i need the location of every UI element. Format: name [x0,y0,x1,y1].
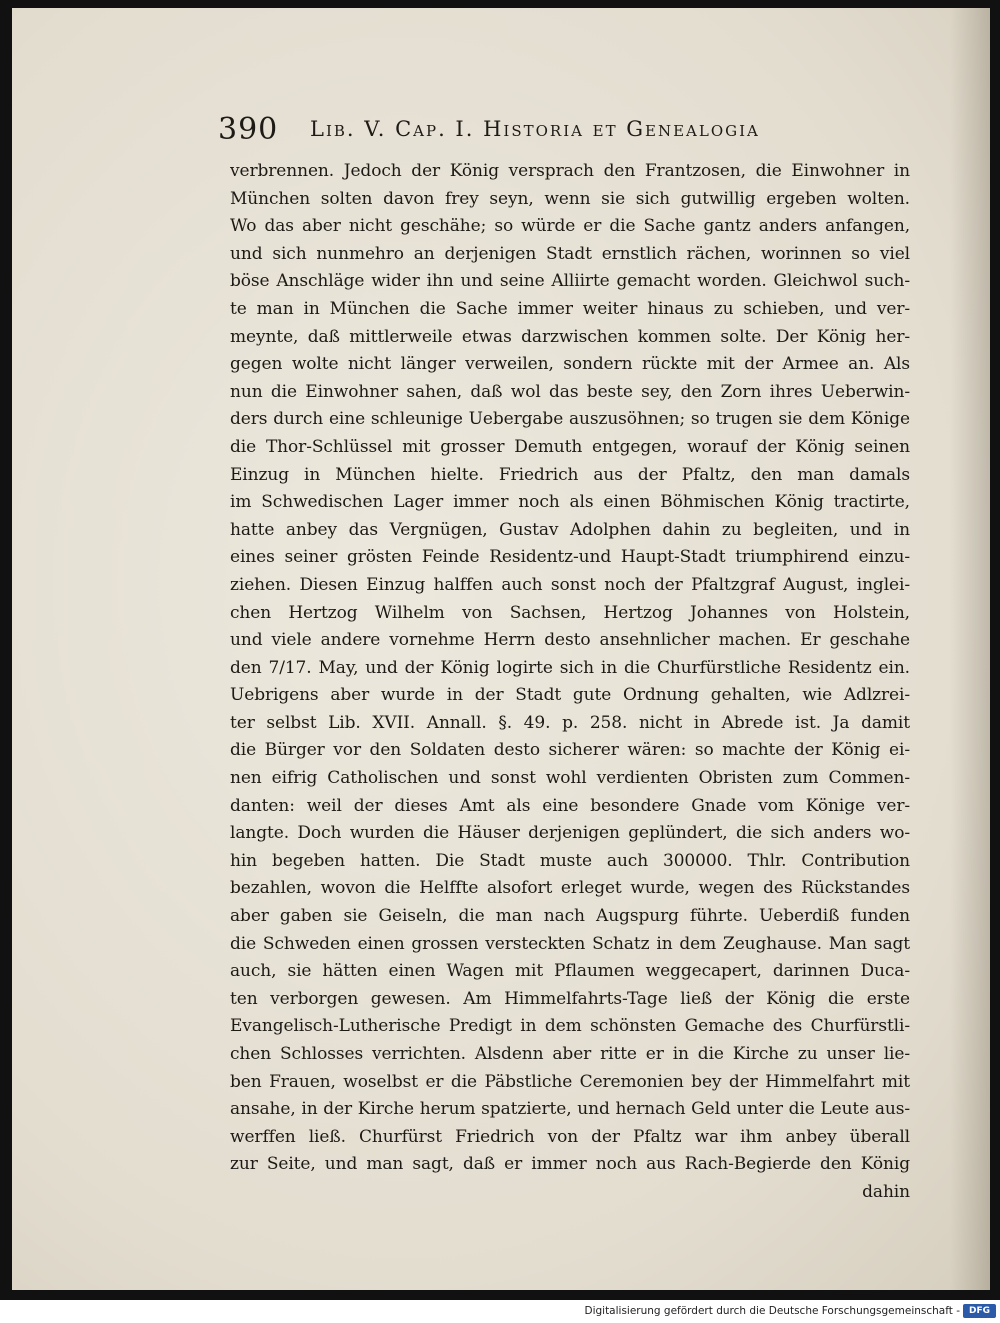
dfg-logo: DFG [963,1304,996,1318]
text-line: danten: weil der dieses Amt als eine besondere Gnade vom Könige ver- [230,795,910,816]
text-line: die Bürger vor den Soldaten desto sicherer wären: so machte der König ei- [230,740,910,761]
text-line: die Schweden einen grossen versteckten Schatz in dem Zeughause. Man sagt [230,933,910,954]
text-line: ders durch eine schleunige Uebergabe auszusöhnen; so trugen sie dem Könige [230,409,910,430]
funding-credit: Digitalisierung gefördert durch die Deutsche Forschungsgemeinschaft - [584,1305,960,1317]
text-line: aber gaben sie Geiseln, die man nach Augspurg führte. Ueberdiß funden [230,906,910,927]
digitization-footer [0,1300,1000,1323]
text-line: werffen ließ. Churfürst Friedrich von der Pfaltz war ihm anbey überall [230,1126,910,1147]
page-header [218,112,828,152]
text-line: Evangelisch-Lutherische Predigt in dem schönsten Gemache des Churfürstli- [230,1016,910,1037]
text-line: ten verborgen gewesen. Am Himmelfahrts-Tage ließ der König die erste [230,988,910,1009]
text-line: und viele andere vornehme Herrn desto ansehnlicher machen. Er geschahe [230,630,910,651]
text-line: chen Schlosses verrichten. Alsdenn aber ritte er in die Kirche zu unser lie- [230,1044,910,1064]
text-line: Uebrigens aber wurde in der Stadt gute Ordnung gehalten, wie Adlzrei- [230,685,910,706]
text-line: verbrennen. Jedoch der König versprach den Frantzosen, die Einwohner in [230,161,910,181]
text-line: München solten davon frey seyn, wenn sie sich gutwillig ergeben wolten. [230,188,910,209]
text-line: ziehen. Diesen Einzug halffen auch sonst noch der Pfaltzgraf August, inglei- [230,574,910,595]
text-line: zur Seite, und man sagt, daß er immer noch aus Rach-Begierde den König [230,1154,910,1175]
running-head: Lib. V. Cap. I. Historia et Genealogia [310,117,760,141]
text-line: Wo das aber nicht geschähe; so würde er die Sache gantz anders anfangen, [230,216,910,237]
body-text [230,158,910,1207]
text-line: den 7/17. May, und der König logirte sich in die Churfürstliche Residentz ein. [230,657,910,678]
text-line: ben Frauen, woselbst er die Päbstliche Ceremonien bey der Himmelfahrt mit [230,1071,910,1092]
text-line: te man in München die Sache immer weiter hinaus zu schieben, und ver- [230,298,910,319]
text-line: im Schwedischen Lager immer noch als einen Böhmischen König tractirte, [230,492,910,513]
text-line: bezahlen, wovon die Helffte alsofort erleget wurde, wegen des Rückstandes [230,878,910,899]
text-line: meynte, daß mittlerweile etwas darzwischen kommen solte. Der König her- [230,326,910,347]
page-gutter-shadow [950,8,990,1290]
catchword: dahin [862,1181,910,1202]
text-line: gegen wolte nicht länger verweilen, sondern rückte mit der Armee an. Als [230,354,910,375]
text-line: eines seiner grösten Feinde Residentz-und Haupt-Stadt triumphirend einzu- [230,547,910,568]
text-line: Einzug in München hielte. Friedrich aus der Pfaltz, den man damals [230,464,910,485]
page-number: 390 [218,112,279,147]
text-line: ansahe, in der Kirche herum spatzierte, und hernach Geld unter die Leute aus- [230,1099,910,1120]
text-line: hatte anbey das Vergnügen, Gustav Adolphen dahin zu begleiten, und in [230,519,910,540]
text-line: böse Anschläge wider ihn und seine Alliirte gemacht worden. Gleichwol such- [230,271,910,292]
text-line: langte. Doch wurden die Häuser derjenigen geplündert, die sich anders wo- [230,823,910,844]
text-line: chen Hertzog Wilhelm von Sachsen, Hertzog Johannes von Holstein, [230,602,910,623]
text-line: nen eifrig Catholischen und sonst wohl verdienten Obristen zum Commen- [230,768,910,789]
text-line: ter selbst Lib. XVII. Annall. §. 49. p. 258. nicht in Abrede ist. Ja damit [230,712,910,733]
text-line: die Thor-Schlüssel mit grosser Demuth entgegen, worauf der König seinen [230,436,910,457]
text-line: hin begeben hatten. Die Stadt muste auch 300000. Thlr. Contribution [230,850,910,871]
text-line: nun die Einwohner sahen, daß wol das beste sey, den Zorn ihres Ueberwin- [230,381,910,402]
text-line: und sich nunmehro an derjenigen Stadt ernstlich rächen, worinnen so viel [230,243,910,264]
text-line: auch, sie hätten einen Wagen mit Pflaumen weggecapert, darinnen Duca- [230,961,910,982]
